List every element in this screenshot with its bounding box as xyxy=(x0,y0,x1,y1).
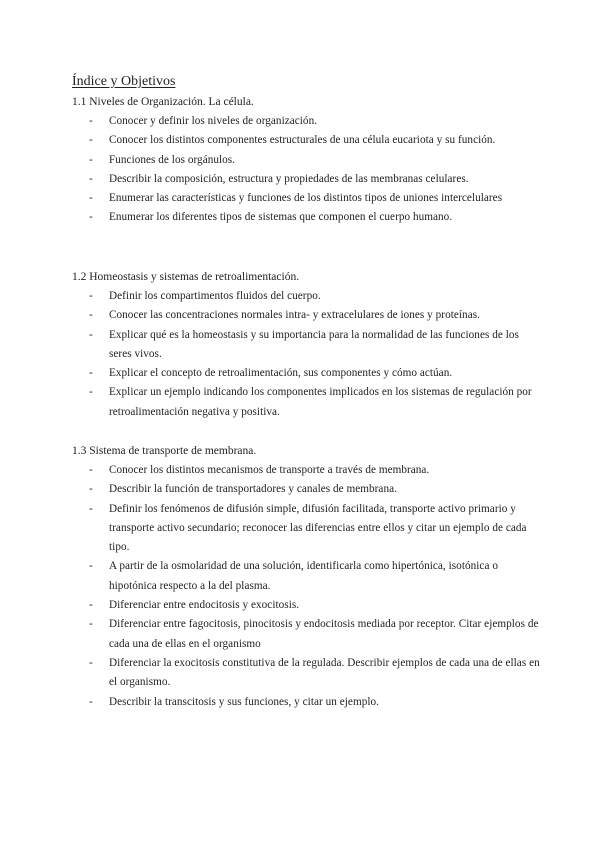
section-heading: 1.3 Sistema de transporte de membrana. xyxy=(72,445,257,457)
list-item xyxy=(72,615,542,654)
item-text: Diferenciar entre endocitosis y exocitosis. xyxy=(109,599,300,612)
bullet-dash: - xyxy=(89,386,93,399)
bullet-dash: - xyxy=(89,618,93,631)
section-homeostasis xyxy=(72,268,542,422)
bullet-dash: - xyxy=(89,656,93,669)
bullet-dash: - xyxy=(89,464,93,476)
bullet-dash: - xyxy=(89,560,93,573)
item-text: Explicar el concepto de retroalimentación, sus componentes y cómo actúan. xyxy=(109,367,453,380)
section-heading: 1.2 Homeostasis y sistemas de retroalimentación. xyxy=(72,271,300,283)
item-text: Definir los fenómenos de difusión simple, difusión facilitada, transporte activo primario y transporte activo secundario; reconocer las diferencias entre ellos y citar un ejemplo de cada tipo. xyxy=(109,502,527,554)
bullet-dash: - xyxy=(89,367,93,380)
list-item xyxy=(72,693,542,712)
list-item xyxy=(72,557,542,596)
item-text: Diferenciar entre fagocitosis, pinocitosis y endocitosis mediada por receptor. Citar ejemplos de cada una de ellas en el organismo xyxy=(109,618,539,650)
item-text: Describir la composición, estructura y propiedades de las membranas celulares. xyxy=(109,172,469,185)
page-title: Índice y Objetivos xyxy=(72,74,176,89)
list-item xyxy=(72,364,542,383)
list-item xyxy=(72,326,542,365)
item-text: Describir la función de transportadores y canales de membrana. xyxy=(109,483,397,496)
item-text: Conocer los distintos mecanismos de transporte a través de membrana. xyxy=(109,464,430,476)
item-text: Conocer las concentraciones normales intra- y extracelulares de iones y proteínas. xyxy=(109,309,480,322)
list-item xyxy=(72,189,542,208)
item-text: Funciones de los orgánulos. xyxy=(109,153,236,166)
bullet-dash: - xyxy=(89,502,93,515)
item-text: Conocer los distintos componentes estructurales de una célula eucariota y su función. xyxy=(109,134,496,147)
list-item xyxy=(72,208,542,227)
item-text: Explicar un ejemplo indicando los componentes implicados en los sistemas de regulación por retroalimentación negativa y positiva. xyxy=(109,386,532,418)
bullet-dash: - xyxy=(89,328,93,341)
bullet-dash: - xyxy=(89,211,93,224)
bullet-dash: - xyxy=(89,483,93,496)
section-transporte-membrana xyxy=(72,442,542,712)
bullet-dash: - xyxy=(89,153,93,166)
bullet-dash: - xyxy=(89,309,93,322)
section-niveles-organizacion xyxy=(72,93,542,228)
item-text: Definir los compartimentos fluidos del cuerpo. xyxy=(109,290,321,302)
bullet-dash: - xyxy=(89,172,93,185)
objectives-list xyxy=(72,112,542,228)
bullet-dash: - xyxy=(89,192,93,205)
list-item xyxy=(72,480,542,499)
list-item xyxy=(72,287,542,306)
bullet-dash: - xyxy=(89,695,93,708)
section-heading: 1.1 Niveles de Organización. La célula. xyxy=(72,96,254,108)
item-text: Conocer y definir los niveles de organización. xyxy=(109,115,318,127)
item-text: A partir de la osmolaridad de una solución, identificarla como hipertónica, isotónica o hipotónica respecto a la del plasma. xyxy=(109,560,498,592)
list-item xyxy=(72,131,542,150)
item-text: Diferenciar la exocitosis constitutiva de la regulada. Describir ejemplos de cada una de ellas en el organismo. xyxy=(109,656,540,689)
list-item xyxy=(72,461,542,480)
list-item xyxy=(72,654,542,693)
list-item xyxy=(72,112,542,131)
list-item xyxy=(72,383,542,422)
item-text: Explicar qué es la homeostasis y su importancia para la normalidad de las funciones de los seres vivos. xyxy=(109,328,519,360)
bullet-dash: - xyxy=(89,134,93,147)
item-text: Enumerar las características y funciones de los distintos tipos de uniones intercelulares xyxy=(109,192,503,205)
list-item xyxy=(72,170,542,189)
objectives-list xyxy=(72,461,542,712)
objectives-list xyxy=(72,287,542,422)
list-item xyxy=(72,500,542,558)
item-text: Describir la transcitosis y sus funciones, y citar un ejemplo. xyxy=(109,695,379,708)
list-item xyxy=(72,596,542,615)
bullet-dash: - xyxy=(89,599,93,612)
bullet-dash: - xyxy=(89,115,93,127)
bullet-dash: - xyxy=(89,290,93,302)
list-item xyxy=(72,151,542,170)
list-item xyxy=(72,306,542,325)
item-text: Enumerar los diferentes tipos de sistemas que componen el cuerpo humano. xyxy=(109,211,453,224)
